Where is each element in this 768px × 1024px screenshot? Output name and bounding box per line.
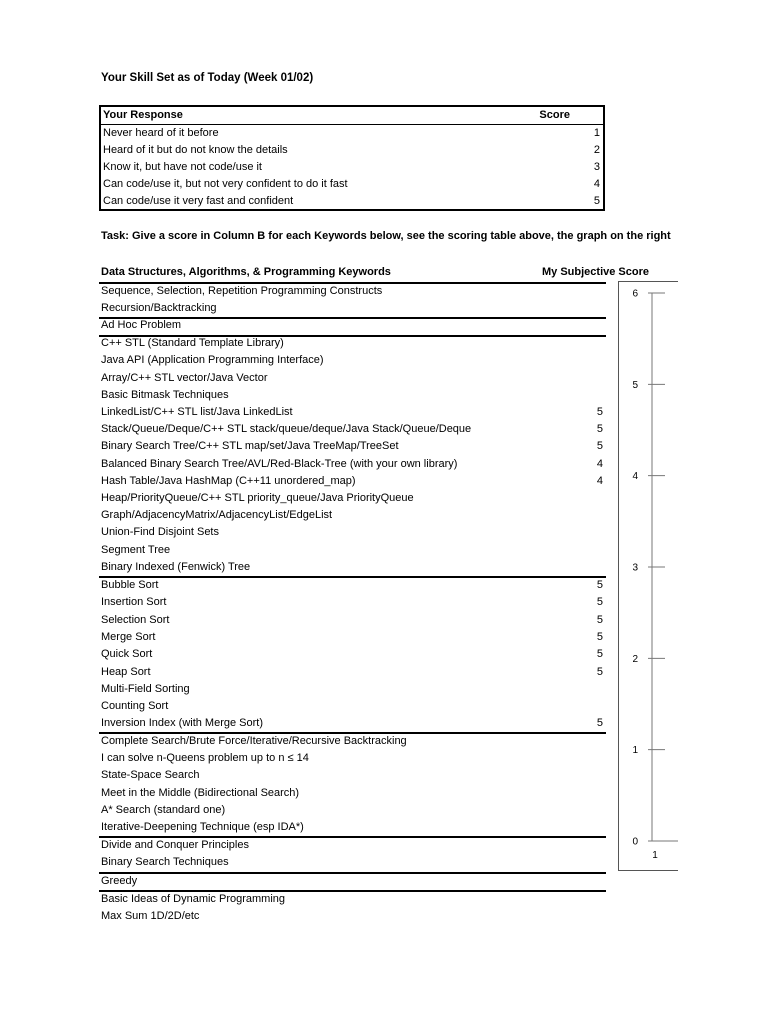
keyword-row [101, 283, 606, 300]
page-title: Your Skill Set as of Today (Week 01/02) [101, 72, 314, 84]
scoring-row-response: Know it, but have not code/use it [103, 161, 262, 173]
keyword-label: LinkedList/C++ STL list/Java LinkedList [101, 406, 293, 418]
keyword-row [101, 456, 606, 473]
keyword-label: Binary Indexed (Fenwick) Tree [101, 561, 251, 573]
keyword-row [101, 715, 606, 732]
keyword-score[interactable]: 5 [596, 614, 603, 626]
keyword-row [101, 664, 606, 681]
keyword-label: Basic Ideas of Dynamic Programming [101, 893, 286, 905]
keyword-label: Multi-Field Sorting [101, 683, 190, 695]
keyword-label: Sequence, Selection, Repetition Programming Constructs [101, 285, 383, 297]
keyword-score[interactable]: 5 [596, 631, 603, 643]
scoring-row-response: Can code/use it, but not very confident to do it fast [103, 178, 348, 190]
keyword-row [101, 421, 606, 438]
keywords-header-keyword: Data Structures, Algorithms, & Programming Keywords [101, 266, 391, 278]
keyword-row [101, 646, 606, 663]
keyword-row [101, 577, 606, 594]
keyword-row [101, 473, 606, 490]
scoring-row [101, 193, 603, 210]
keyword-row [101, 542, 606, 559]
keywords-header-score: My Subjective Score [542, 266, 649, 278]
keyword-row [101, 681, 606, 698]
chart-frame [618, 281, 678, 871]
keyword-row [101, 300, 606, 317]
keyword-row [101, 559, 606, 576]
keyword-score[interactable]: 5 [596, 717, 603, 729]
keyword-label: A* Search (standard one) [101, 804, 226, 816]
keyword-label: Inversion Index (with Merge Sort) [101, 717, 264, 729]
keyword-label: Balanced Binary Search Tree/AVL/Red-Black-Tree (with your own library) [101, 458, 458, 470]
keyword-label: Stack/Queue/Deque/C++ STL stack/queue/deque/Java Stack/Queue/Deque [101, 423, 472, 435]
keyword-label: Array/C++ STL vector/Java Vector [101, 372, 268, 384]
keyword-label: Basic Bitmask Techniques [101, 389, 229, 401]
keyword-label: State-Space Search [101, 769, 200, 781]
y-tick-label: 2 [632, 653, 638, 665]
keyword-row [101, 387, 606, 404]
keyword-row [101, 785, 606, 802]
scoring-row [101, 142, 603, 159]
scoring-header-score: Score [539, 109, 570, 121]
task-instruction: Task: Give a score in Column B for each Keywords below, see the scoring table above, the graph on the right [101, 230, 671, 242]
scoring-header-response: Your Response [103, 109, 183, 121]
keyword-score[interactable]: 5 [596, 666, 603, 678]
keyword-label: Merge Sort [101, 631, 156, 643]
score-chart [618, 281, 678, 873]
y-tick-label: 3 [632, 562, 638, 574]
keyword-label: Binary Search Techniques [101, 856, 229, 868]
keyword-label: Java API (Application Programming Interface) [101, 354, 324, 366]
keyword-row [101, 837, 606, 854]
scoring-row-response: Never heard of it before [103, 127, 219, 139]
section-divider [99, 890, 606, 892]
keyword-label: Selection Sort [101, 614, 170, 626]
keyword-score[interactable]: 5 [596, 423, 603, 435]
keyword-row [101, 908, 606, 925]
scoring-row-score: 5 [593, 195, 600, 207]
y-tick-label: 5 [632, 379, 638, 391]
keyword-row [101, 594, 606, 611]
keyword-row [101, 404, 606, 421]
keyword-row [101, 873, 606, 890]
keyword-score[interactable]: 5 [596, 440, 603, 452]
keyword-label: Quick Sort [101, 648, 153, 660]
keyword-label: Counting Sort [101, 700, 169, 712]
keyword-label: Graph/AdjacencyMatrix/AdjacencyList/EdgeList [101, 509, 333, 521]
scoring-row [101, 176, 603, 193]
section-divider [99, 317, 606, 319]
keyword-row [101, 767, 606, 784]
keyword-label: Complete Search/Brute Force/Iterative/Recursive Backtracking [101, 735, 407, 747]
keyword-label: Divide and Conquer Principles [101, 839, 249, 851]
section-divider [99, 732, 606, 734]
scoring-row-score: 2 [593, 144, 600, 156]
keyword-label: Greedy [101, 875, 138, 887]
scoring-table [99, 105, 605, 211]
keyword-label: Insertion Sort [101, 596, 167, 608]
keyword-label: Recursion/Backtracking [101, 302, 217, 314]
keyword-label: Binary Search Tree/C++ STL map/set/Java TreeMap/TreeSet [101, 440, 399, 452]
scoring-row-score: 3 [593, 161, 600, 173]
scoring-row-score: 4 [593, 178, 600, 190]
keyword-label: Segment Tree [101, 544, 171, 556]
keyword-label: C++ STL (Standard Template Library) [101, 337, 284, 349]
keyword-score[interactable]: 4 [596, 475, 603, 487]
keyword-label: Heap/PriorityQueue/C++ STL priority_queue/Java PriorityQueue [101, 492, 414, 504]
scoring-row [101, 125, 603, 142]
keyword-row [101, 370, 606, 387]
keyword-row [101, 733, 606, 750]
keyword-row [101, 612, 606, 629]
keywords-header [101, 264, 661, 282]
keyword-score[interactable]: 5 [596, 648, 603, 660]
y-tick-label: 0 [632, 836, 638, 848]
keyword-score[interactable]: 5 [596, 406, 603, 418]
keyword-row [101, 490, 606, 507]
keyword-row [101, 802, 606, 819]
scoring-row-response: Heard of it but do not know the details [103, 144, 288, 156]
keyword-row [101, 524, 606, 541]
keyword-label: I can solve n-Queens problem up to n ≤ 14 [101, 752, 309, 764]
keyword-row [101, 891, 606, 908]
keyword-label: Union-Find Disjoint Sets [101, 526, 219, 538]
keyword-row [101, 507, 606, 524]
x-tick-label: 1 [652, 850, 658, 861]
keyword-row [101, 750, 606, 767]
keyword-label: Iterative-Deepening Technique (esp IDA*) [101, 821, 304, 833]
section-divider [99, 576, 606, 578]
keyword-row [101, 629, 606, 646]
keyword-label: Hash Table/Java HashMap (C++11 unordered_map) [101, 475, 356, 487]
keyword-row [101, 352, 606, 369]
keyword-row [101, 317, 606, 334]
keyword-score[interactable]: 5 [596, 596, 603, 608]
scoring-row [101, 159, 603, 176]
keyword-score[interactable]: 5 [596, 579, 603, 591]
keyword-row [101, 438, 606, 455]
y-tick-label: 6 [632, 288, 638, 300]
section-divider [99, 335, 606, 337]
scoring-row-score: 1 [593, 127, 600, 139]
keyword-score[interactable]: 4 [596, 458, 603, 470]
y-tick-label: 1 [632, 745, 638, 757]
section-divider [99, 872, 606, 874]
keyword-label: Heap Sort [101, 666, 151, 678]
keyword-label: Bubble Sort [101, 579, 159, 591]
scoring-row-response: Can code/use it very fast and confident [103, 195, 294, 207]
keyword-label: Meet in the Middle (Bidirectional Search) [101, 787, 300, 799]
keyword-row [101, 698, 606, 715]
keyword-row [101, 819, 606, 836]
scoring-table-header [101, 107, 603, 125]
keyword-label: Ad Hoc Problem [101, 319, 182, 331]
keyword-row [101, 854, 606, 871]
keyword-row [101, 335, 606, 352]
y-tick-label: 4 [632, 471, 638, 483]
keyword-label: Max Sum 1D/2D/etc [101, 910, 200, 922]
section-divider [99, 836, 606, 838]
